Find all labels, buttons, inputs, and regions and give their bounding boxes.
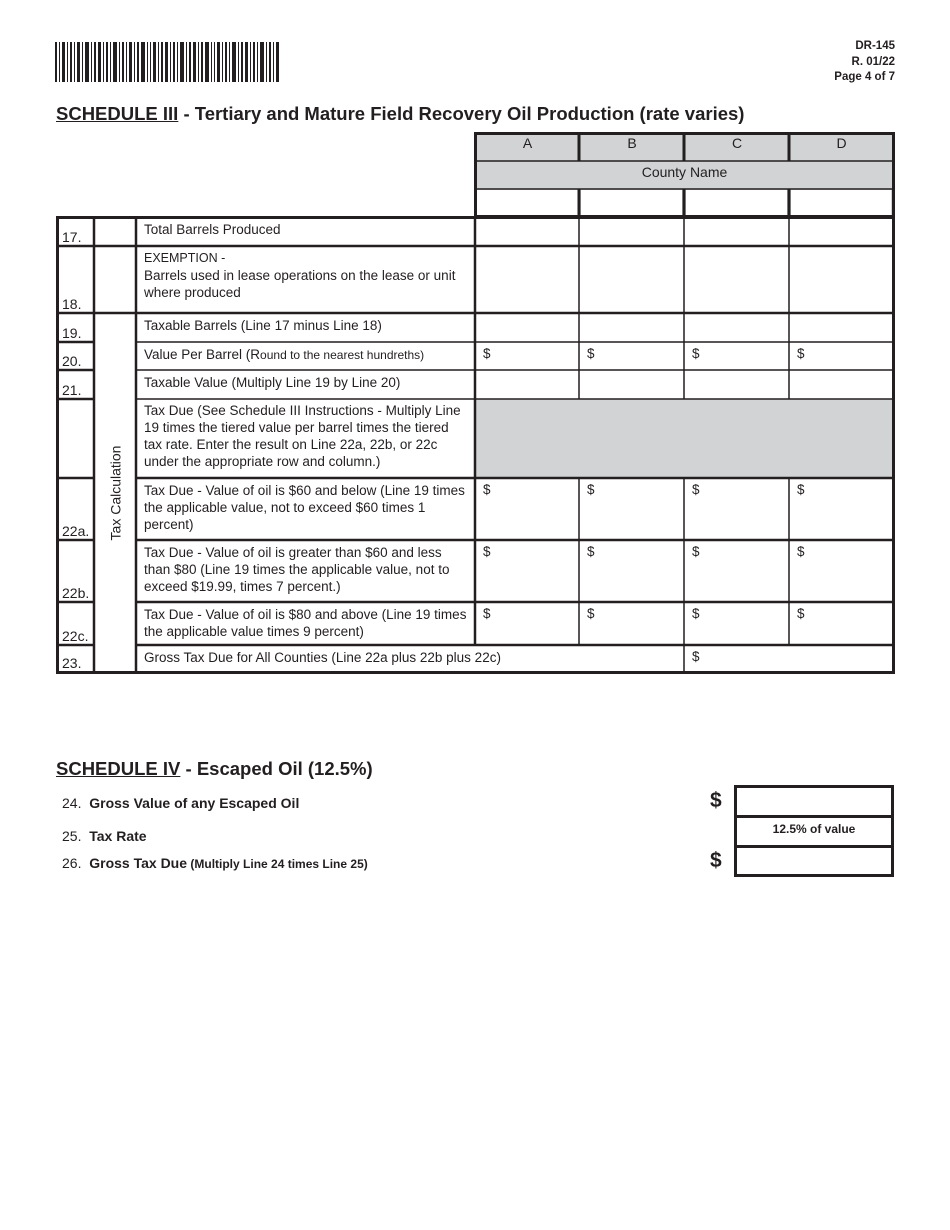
- line-26-label: Gross Tax Due: [89, 855, 188, 871]
- label-line-20-text: Value Per Barrel (R: [144, 347, 261, 362]
- label-line-20-small: ound to the nearest hundreths): [260, 348, 425, 362]
- page-number: Page 4 of 7: [834, 71, 895, 83]
- column-header-a: A: [522, 135, 533, 151]
- line-22a-c-input[interactable]: $: [692, 482, 700, 497]
- line-22c-d-input[interactable]: $: [797, 606, 805, 621]
- line-18-d-input[interactable]: [791, 247, 892, 312]
- line-22b-b-input[interactable]: $: [587, 544, 595, 559]
- line-24-label: Gross Value of any Escaped Oil: [89, 795, 300, 811]
- label-line-18: [137, 248, 475, 303]
- line-18-b-input[interactable]: [581, 247, 683, 312]
- line-22a-a-input[interactable]: $: [483, 482, 491, 497]
- line-number-20: 20.: [62, 353, 82, 369]
- column-header-d: D: [836, 135, 847, 151]
- line-number-22a: 22a.: [62, 523, 90, 539]
- line-20-b-input[interactable]: $: [587, 346, 595, 361]
- label-line-23: Gross Tax Due for All Counties (Line 22a plus 22b plus 22c): [144, 650, 501, 665]
- line-24: [62, 795, 299, 811]
- line-21-b-input[interactable]: [581, 371, 683, 398]
- line-26-note: (Multiply Line 24 times Line 25): [187, 857, 368, 871]
- line-23-total-input[interactable]: $: [692, 649, 700, 664]
- line-number-17: 17.: [62, 229, 82, 245]
- county-name-c-input[interactable]: [686, 190, 788, 215]
- line-19-a-input[interactable]: [477, 314, 578, 341]
- label-line-22a: Tax Due - Value of oil is $60 and below (Line 19 times the applicable value, not to exceed $60 times 1 percent): [144, 483, 465, 532]
- form-revision: R. 01/22: [851, 55, 895, 68]
- line-22b-a-input[interactable]: $: [483, 544, 491, 559]
- line-number-22b: 22b.: [62, 585, 90, 601]
- line-22a-d-input[interactable]: $: [797, 482, 805, 497]
- line-24-amount-input[interactable]: [734, 785, 894, 818]
- label-tax-due-instructions: Tax Due (See Schedule III Instructions - Multiply Line 19 times the tiered value per barrel times the tiered tax rate. Enter the result on Line 22a, 22b, or 22c under the appropriate row and column.): [144, 403, 461, 469]
- line-22b-c-input[interactable]: $: [692, 544, 700, 559]
- line-19-b-input[interactable]: [581, 314, 683, 341]
- line-20-d-input[interactable]: $: [797, 346, 805, 361]
- line-22b-d-input[interactable]: $: [797, 544, 805, 559]
- county-name-header: County Name: [641, 164, 728, 180]
- schedule-3-title-rest: - Tertiary and Mature Field Recovery Oil Production (rate varies): [178, 103, 745, 124]
- line-19-d-input[interactable]: [791, 314, 892, 341]
- line-22a-b-input[interactable]: $: [587, 482, 595, 497]
- label-line-18-text: Barrels used in lease operations on the lease or unit where produced: [144, 268, 456, 300]
- line-17-b-input[interactable]: [581, 218, 683, 245]
- label-line-22c: Tax Due - Value of oil is $80 and above (Line 19 times the applicable value times 9 percent): [144, 607, 467, 639]
- line-25-label: Tax Rate: [89, 828, 147, 844]
- county-name-a-input[interactable]: [477, 190, 578, 215]
- column-header-b: B: [627, 135, 637, 151]
- schedule-3-title-underlined: SCHEDULE III: [56, 103, 179, 124]
- county-name-d-input[interactable]: [791, 190, 892, 215]
- label-line-17: Total Barrels Produced: [144, 222, 281, 237]
- column-header-c: C: [731, 135, 743, 151]
- line-21-a-input[interactable]: [477, 371, 578, 398]
- schedule-4-title-underlined: SCHEDULE IV: [56, 758, 181, 779]
- schedule-4-title: [56, 758, 373, 780]
- line-17-d-input[interactable]: [791, 218, 892, 245]
- line-18-c-input[interactable]: [686, 247, 788, 312]
- county-name-b-input[interactable]: [581, 190, 683, 215]
- line-21-d-input[interactable]: [791, 371, 892, 398]
- label-line-21: Taxable Value (Multiply Line 19 by Line 20): [144, 375, 401, 390]
- label-line-18-title: EXEMPTION -: [144, 251, 226, 265]
- line-25-number: 25.: [62, 828, 82, 844]
- line-26: [62, 855, 368, 871]
- line-25-rate-box: 12.5% of value: [734, 815, 894, 848]
- label-line-20: [137, 344, 475, 366]
- line-22c-b-input[interactable]: $: [587, 606, 595, 621]
- line-17-a-input[interactable]: [477, 218, 578, 245]
- line-25: [62, 828, 147, 844]
- tax-calculation-text: Tax Calculation: [107, 445, 124, 541]
- line-number-22c: 22c.: [62, 628, 89, 644]
- line-20-c-input[interactable]: $: [692, 346, 700, 361]
- line-24-number: 24.: [62, 795, 82, 811]
- form-number: DR-145: [855, 40, 895, 52]
- line-26-dollar-sign: $: [710, 849, 722, 872]
- schedule-4-title-rest: - Escaped Oil (12.5%): [180, 758, 373, 779]
- line-26-number: 26.: [62, 855, 82, 871]
- line-number-18: 18.: [62, 296, 82, 312]
- line-18-a-input[interactable]: [477, 247, 578, 312]
- line-22c-a-input[interactable]: $: [483, 606, 491, 621]
- line-26-amount-input[interactable]: [734, 845, 894, 877]
- line-21-c-input[interactable]: [686, 371, 788, 398]
- line-17-c-input[interactable]: [686, 218, 788, 245]
- line-20-a-input[interactable]: $: [483, 346, 491, 361]
- label-line-19: Taxable Barrels (Line 17 minus Line 18): [144, 318, 382, 333]
- line-19-c-input[interactable]: [686, 314, 788, 341]
- line-24-dollar-sign: $: [710, 789, 722, 812]
- label-line-22b: Tax Due - Value of oil is greater than $60 and less than $80 (Line 19 times the applicable value, not to exceed $19.99, times 7 percent.): [144, 545, 450, 594]
- tax-calculation-side-label: [95, 314, 136, 672]
- line-number-21: 21.: [62, 382, 82, 398]
- line-number-23: 23.: [62, 655, 82, 671]
- line-22c-c-input[interactable]: $: [692, 606, 700, 621]
- line-number-19: 19.: [62, 325, 82, 341]
